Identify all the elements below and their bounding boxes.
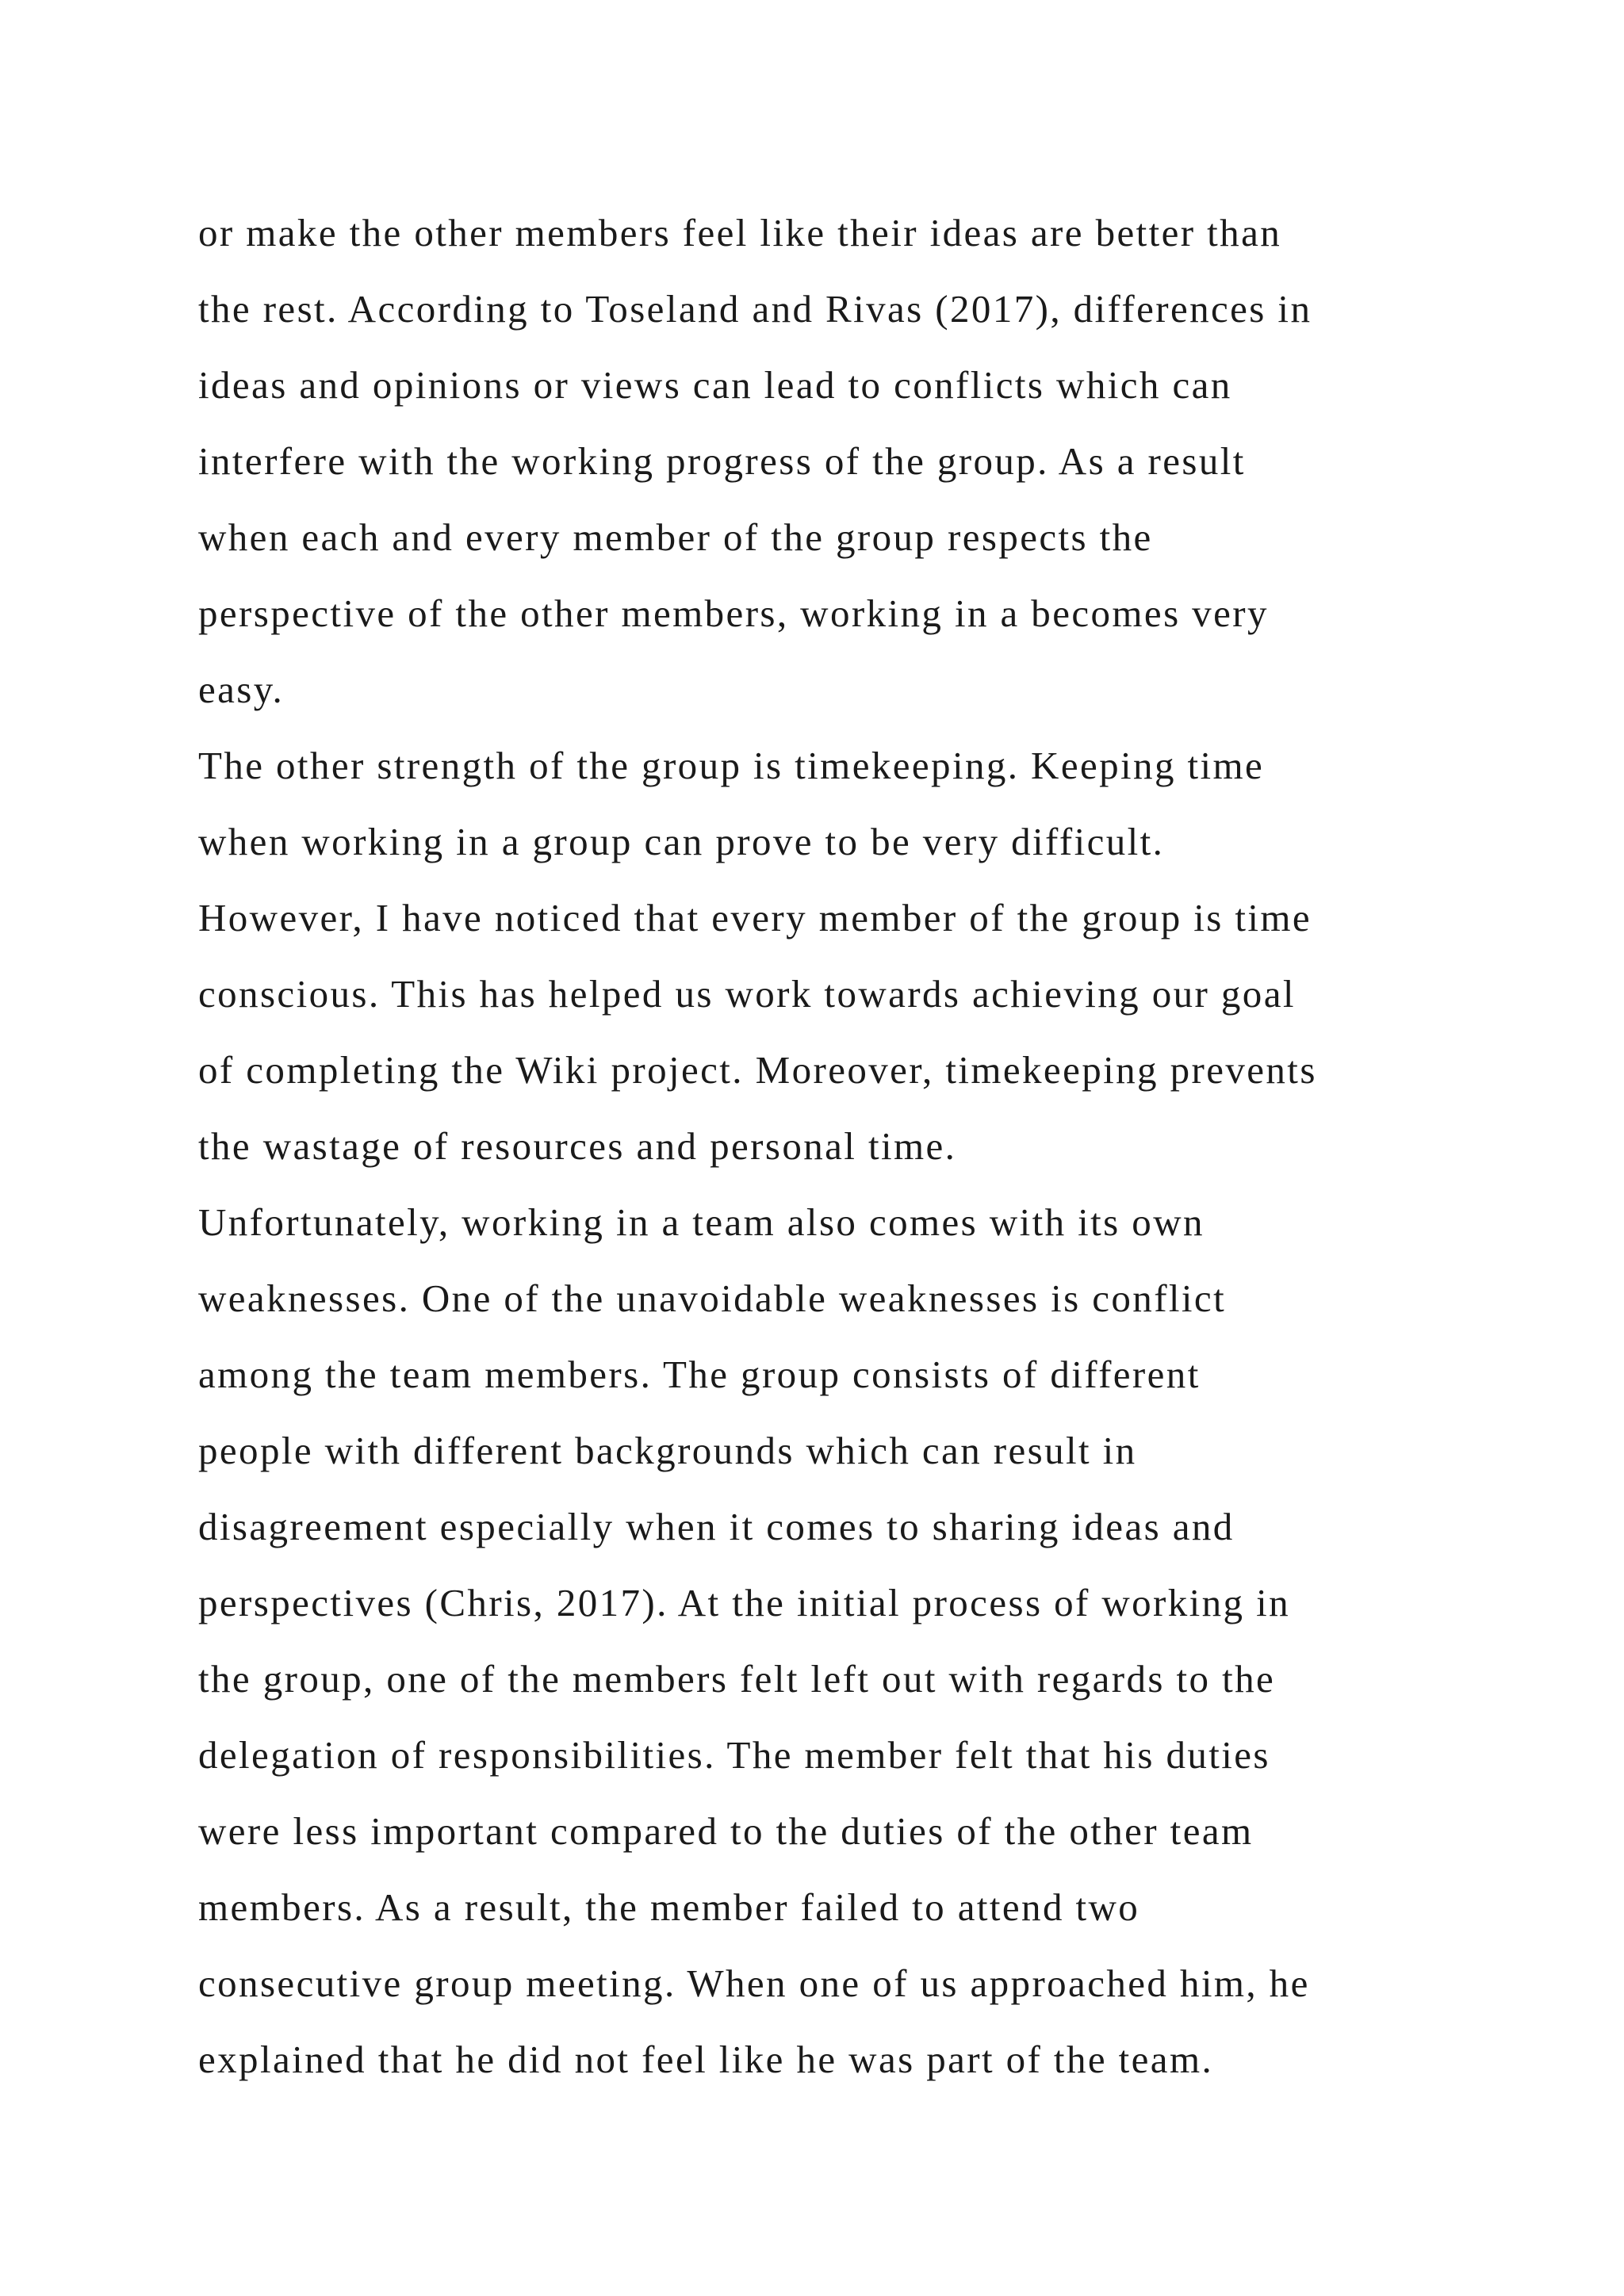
text-line: interfere with the working progress of the group. As a result <box>198 439 1246 483</box>
text-line: perspective of the other members, working in a becomes very <box>198 591 1269 635</box>
text-line: or make the other members feel like their ideas are better than <box>198 211 1282 254</box>
text-line: disagreement especially when it comes to sharing ideas and <box>198 1505 1235 1548</box>
text-line: people with different backgrounds which can result in <box>198 1429 1137 1472</box>
text-line: were less important compared to the duties of the other team <box>198 1809 1254 1853</box>
body-text <box>198 195 1499 2098</box>
text-line: The other strength of the group is timekeeping. Keeping time <box>198 744 1265 787</box>
text-line: when working in a group can prove to be very difficult. <box>198 820 1165 863</box>
text-line: the rest. According to Toseland and Rivas (2017), differences in <box>198 287 1312 331</box>
text-line: among the team members. The group consists of different <box>198 1353 1201 1396</box>
text-line: the wastage of resources and personal time. <box>198 1124 957 1168</box>
text-line: delegation of responsibilities. The member felt that his duties <box>198 1733 1270 1777</box>
text-line: perspectives (Chris, 2017). At the initial process of working in <box>198 1581 1291 1624</box>
text-line: when each and every member of the group respects the <box>198 515 1153 559</box>
text-line: the group, one of the members felt left out with regards to the <box>198 1657 1276 1701</box>
text-line: weaknesses. One of the unavoidable weaknesses is conflict <box>198 1276 1227 1320</box>
text-line: consecutive group meeting. When one of us approached him, he <box>198 1961 1310 2005</box>
text-line: members. As a result, the member failed to attend two <box>198 1885 1140 1929</box>
text-line: easy. <box>198 668 285 711</box>
text-line: explained that he did not feel like he was part of the team. <box>198 2038 1214 2081</box>
text-line: Unfortunately, working in a team also comes with its own <box>198 1200 1205 1244</box>
text-line: of completing the Wiki project. Moreover, timekeeping prevents <box>198 1048 1317 1092</box>
text-line: conscious. This has helped us work towards achieving our goal <box>198 972 1296 1016</box>
text-line: ideas and opinions or views can lead to conflicts which can <box>198 363 1232 407</box>
text-line: However, I have noticed that every member of the group is time <box>198 896 1312 939</box>
